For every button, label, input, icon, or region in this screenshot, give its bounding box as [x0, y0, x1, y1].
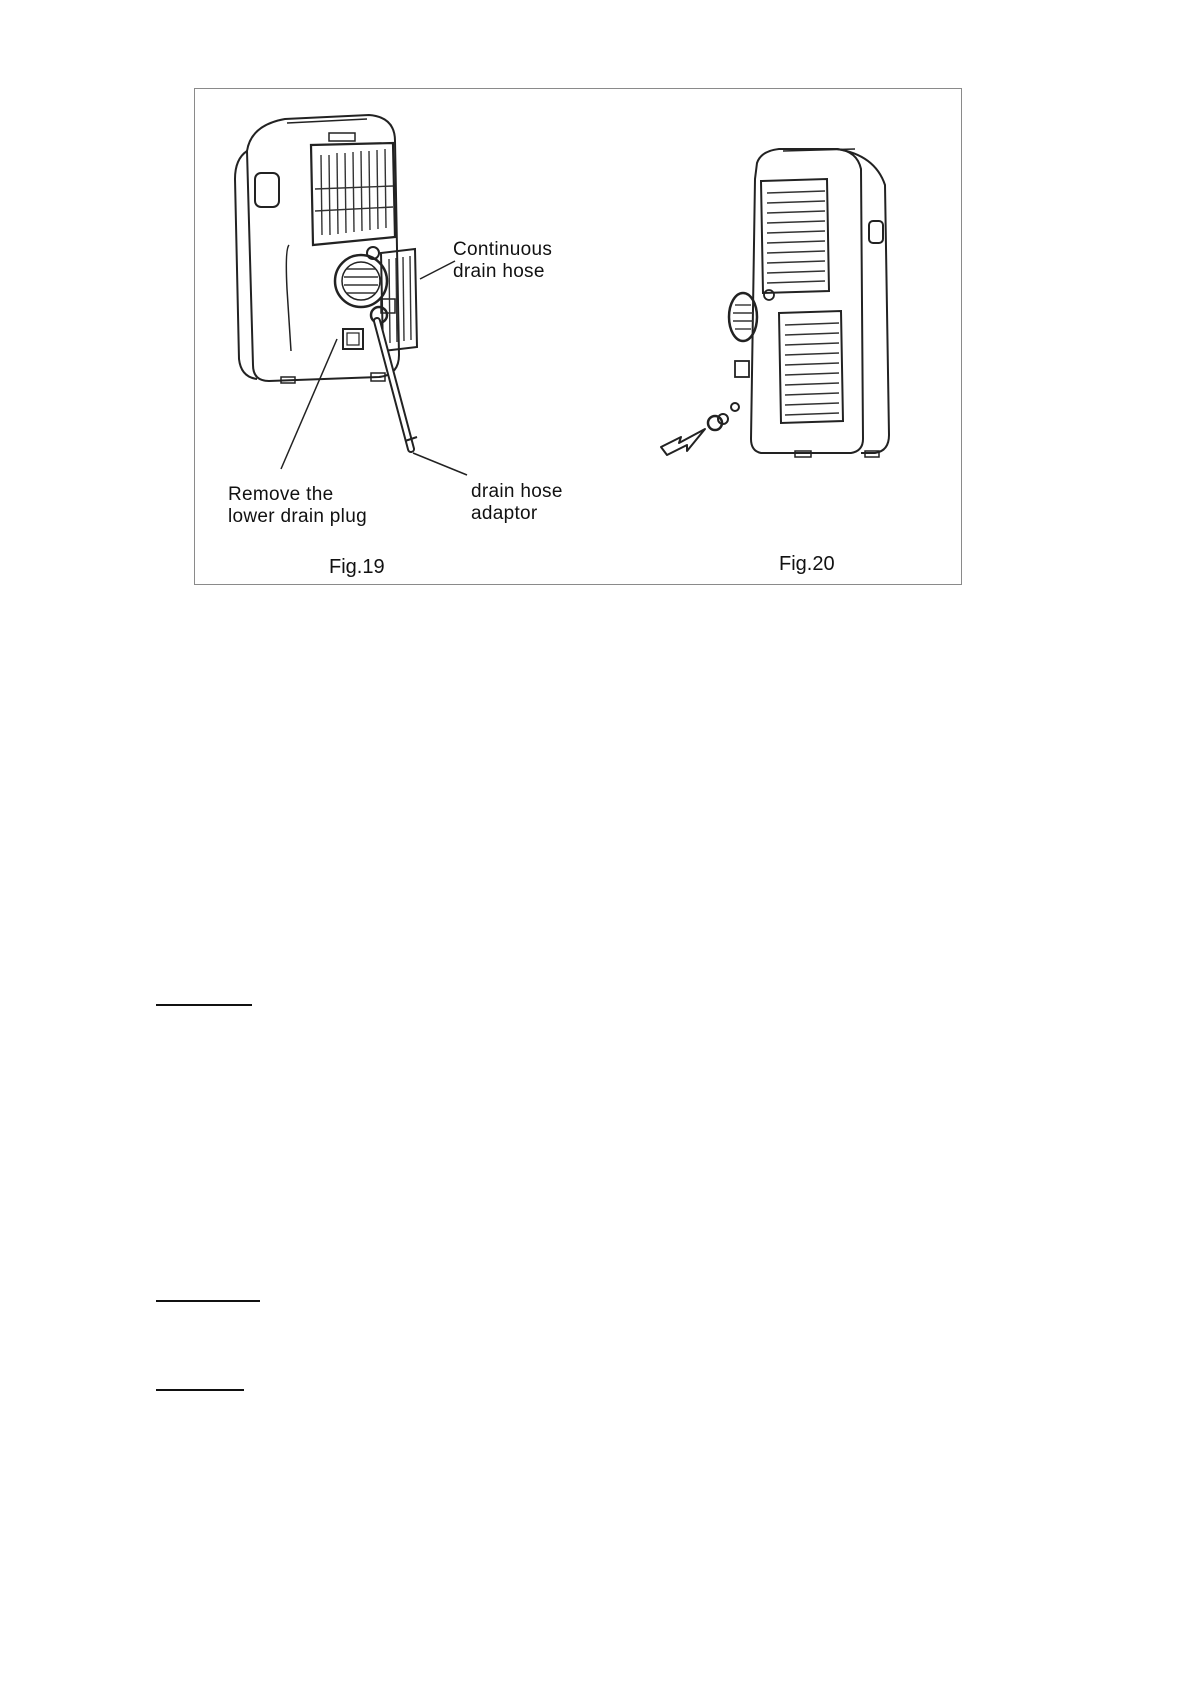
ac-unit-side-illustration — [708, 149, 889, 457]
label-drain-hose-adaptor: drain hose adaptor — [471, 481, 563, 524]
caption-fig19: Fig.19 — [329, 556, 385, 578]
figure-panel — [194, 88, 962, 585]
label-remove-drain-plug: Remove the lower drain plug — [228, 484, 367, 527]
section-heading-underline-2 — [156, 1300, 260, 1302]
arrow-icon — [661, 429, 705, 455]
section-heading-underline-1 — [156, 1004, 252, 1006]
label-continuous-drain-hose: Continuous drain hose — [453, 239, 553, 282]
section-heading-underline-3 — [156, 1389, 244, 1391]
caption-fig20: Fig.20 — [779, 553, 835, 575]
